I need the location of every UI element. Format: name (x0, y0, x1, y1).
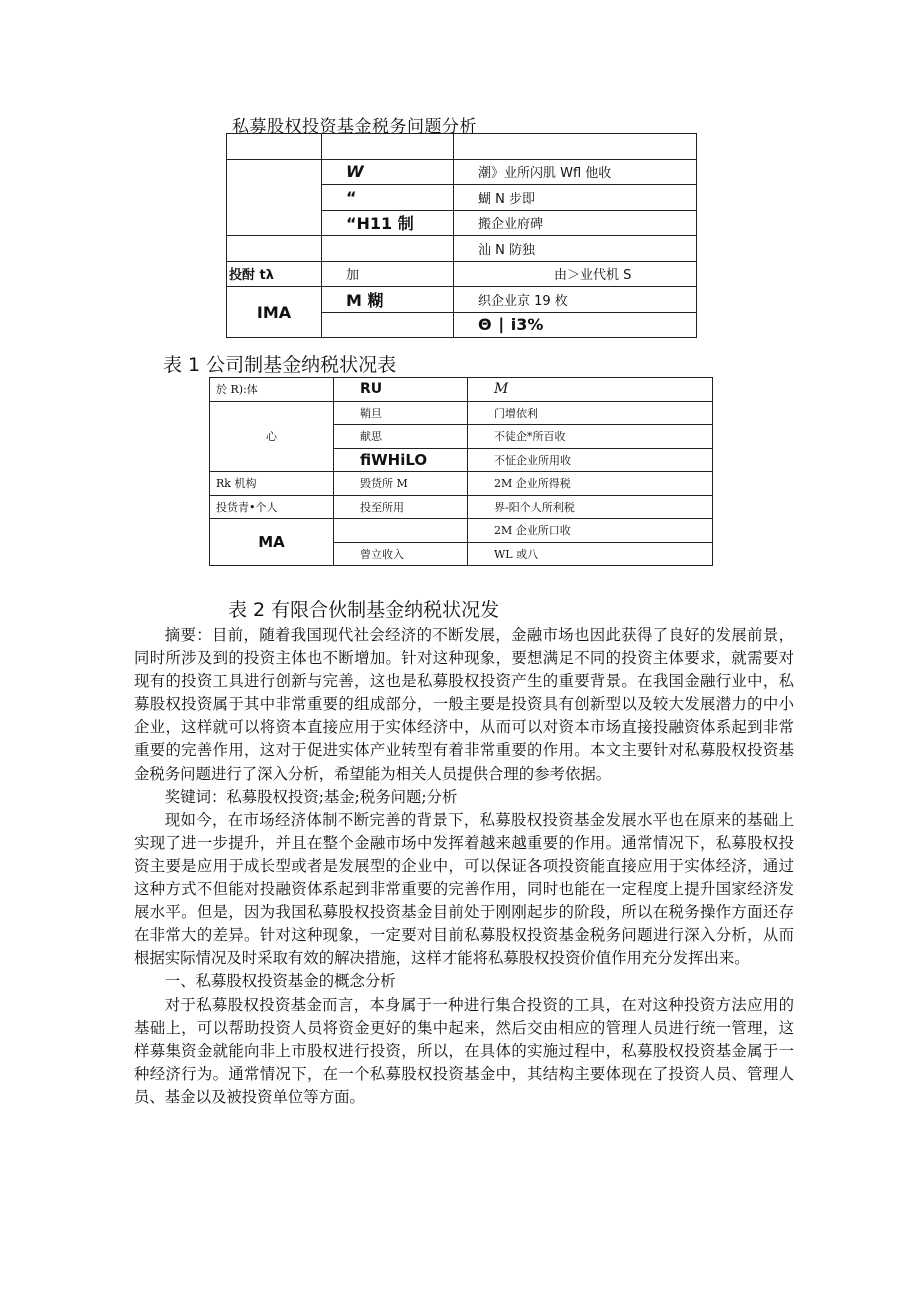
table-cell: WL 或八 (468, 542, 713, 566)
table-cell: 汕 N 防独 (454, 236, 697, 262)
table-cell: 加 (322, 261, 454, 287)
table-cell: 不徒企*所百收 (468, 425, 713, 449)
keywords-paragraph: 奖键词：私募股权投资;基金;税务问题;分析 (164, 787, 458, 806)
table-cell: 曾立收入 (334, 542, 468, 566)
table-cell: IMA (227, 287, 322, 338)
table-header-cell: M (468, 378, 713, 402)
table-cell: 献思 (334, 425, 468, 449)
table-row (227, 287, 697, 313)
table-row (227, 236, 697, 262)
table-header-row (210, 378, 713, 402)
table-cell: Θ ∣ i3% (454, 312, 697, 338)
body-paragraph: 对于私募股权投资基金而言，本身属于一种进行集合投资的工具，在对这种投资方法应用的基础上，可以帮助投资人员将资金更好的集中起来，然后交由相应的管理人员进行统一管理，这样募集资金就能向非上市股权进行投资，所以，在具体的实施过程中，私募股权投资基金属于一种经济行为。通常情况下，在一个私募股权投资基金中，其结构主要体现在了投资人员、管理人员、基金以及被投资单位等方面。 (134, 995, 794, 1106)
article-body (134, 624, 794, 1109)
table-2-caption: 表 2 有限合伙制基金纳税状况发 (228, 599, 500, 621)
table-2-partnership-fund (209, 377, 713, 566)
table-cell: 2M 企业所口收 (468, 519, 713, 543)
table-row (227, 134, 697, 160)
table-cell: 投酎 tλ (227, 261, 322, 287)
table-cell: 投至所用 (334, 495, 468, 519)
body-paragraph: 现如今，在市场经济体制不断完善的背景下，私募股权投资基金发展水平也在原来的基础上实现了进一步提升，并且在整个金融市场中发挥着越来越重要的作用。通常情况下，私募股权投资主要是应用于成长型或者是发展型的企业中，可以保证各项投资能直接应用于实体经济，通过这种方式不但能对投融资体系起到非常重要的完善作用，同时也能在一定程度上提升国家经济发展水平。但是，因为我国私募股权投资基金目前处于刚刚起步的阶段，所以在税务操作方面还存在非常大的差异。针对这种现象，一定要对目前私募股权投资基金税务问题进行深入分析，从而根据实际情况及时采取有效的解决措施，这样才能将私募股权投资价值作用充分发挥出来。 (134, 810, 794, 968)
table-row (210, 495, 713, 519)
table-cell (227, 159, 322, 236)
table-cell (454, 134, 697, 160)
table-cell: 搬企业府碑 (454, 210, 697, 236)
table-cell: MA (210, 519, 334, 566)
table-cell (322, 312, 454, 338)
table-cell: 鞘旦 (334, 401, 468, 425)
table-cell: 织企业京 19 枚 (454, 287, 697, 313)
table-cell (334, 519, 468, 543)
table-cell: 心 (210, 401, 334, 472)
table-cell: “H11 制 (322, 210, 454, 236)
table-cell: 蝴 N 步即 (454, 185, 697, 211)
table-row (227, 159, 697, 185)
table-cell: W (322, 159, 454, 185)
table-cell: 潮》业所闪肌 Wfl 他收 (454, 159, 697, 185)
table-cell: fiWHiLO (334, 448, 468, 472)
table-cell: 投货青•个人 (210, 495, 334, 519)
table-1-corporate-fund (226, 133, 697, 338)
table-cell: 界-阳个人所利税 (468, 495, 713, 519)
abstract-paragraph: 摘要：目前，随着我国现代社会经济的不断发展，金融市场也因此获得了良好的发展前景，同时所涉及到的投资主体也不断增加。针对这种现象，要想满足不同的投资主体要求，就需要对现有的投资工具进行创新与完善，这也是私募股权投资产生的重要背景。在我国金融行业中，私募股权投资属于其中非常重要的组成部分，一般主要是投资具有创新型以及较大发展潜力的中小企业，这样就可以将资本直接应用于实体经济中，从而可以对资本市场直接投融资体系起到非常重要的完善作用，这对于促进实体产业转型有着非常重要的作用。本文主要针对私募股权投资基金税务问题进行了深入分析，希望能为相关人员提供合理的参考依据。 (134, 626, 794, 783)
table-row (227, 261, 697, 287)
section-heading: 一、私募股权投资基金的概念分析 (164, 972, 396, 991)
table-row (210, 401, 713, 425)
table-cell (227, 236, 322, 262)
table-cell: Rk 机构 (210, 472, 334, 496)
table-cell: 2M 企业所得税 (468, 472, 713, 496)
table-cell: 毁货所 M (334, 472, 468, 496)
table-cell: 门增依利 (468, 401, 713, 425)
table-cell (322, 236, 454, 262)
table-cell (227, 134, 322, 160)
table-row (210, 519, 713, 543)
table-row (210, 472, 713, 496)
table-cell (322, 134, 454, 160)
table-cell: 不怔企业所用收 (468, 448, 713, 472)
table-1-caption: 表 1 公司制基金纳税状况表 (163, 354, 397, 376)
table-cell: “ (322, 185, 454, 211)
table-header-cell: RU (334, 378, 468, 402)
table-header-cell: 於 R):体 (210, 378, 334, 402)
table-cell: 由＞业代机 S (454, 261, 697, 287)
document-title: 私募股权投资基金税务问题分析 (232, 117, 477, 137)
table-cell: M 糊 (322, 287, 454, 313)
